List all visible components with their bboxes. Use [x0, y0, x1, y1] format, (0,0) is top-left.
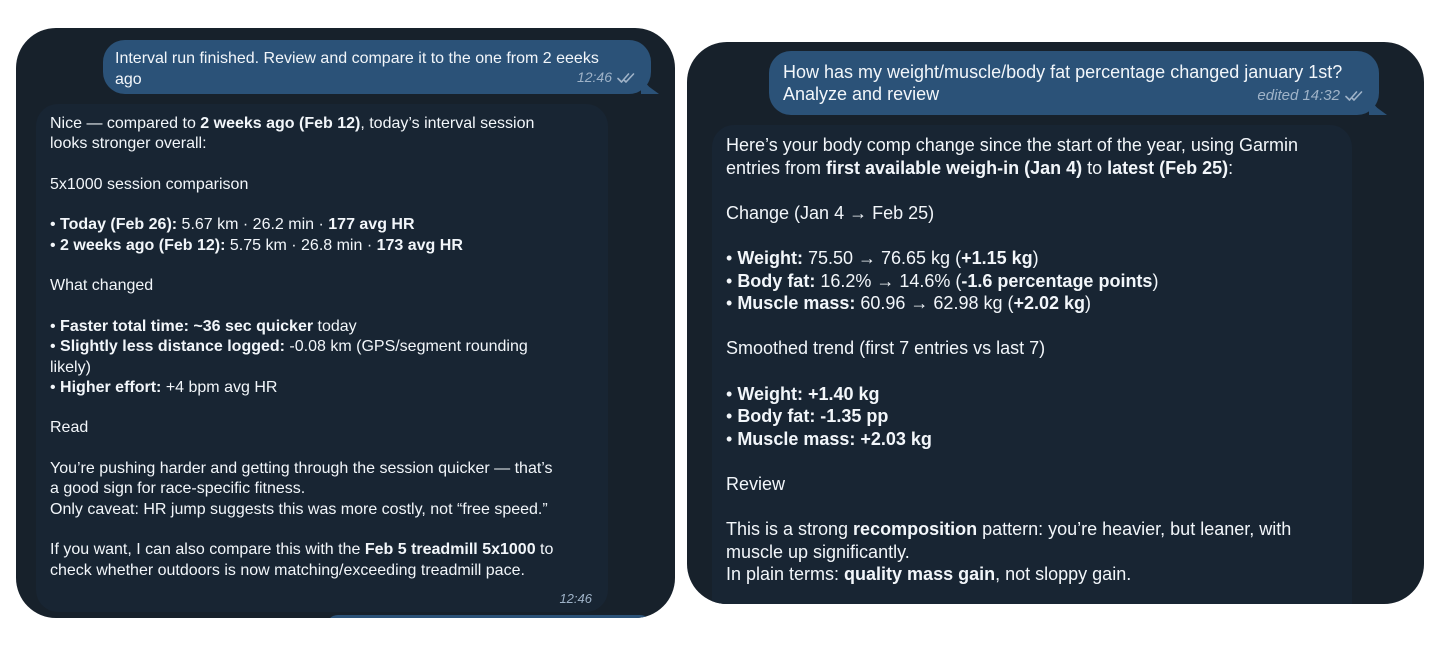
double-check-icon	[617, 72, 637, 84]
message-line	[726, 202, 1338, 225]
text-run: •	[50, 317, 61, 335]
blank-line	[50, 439, 594, 459]
text-run: a good sign for race-specific fitness.	[50, 480, 306, 498]
text-run: •	[50, 378, 61, 396]
bold-text: ~36 sec quicker	[193, 317, 314, 335]
message-line	[726, 247, 1338, 270]
double-check-icon	[1345, 90, 1365, 102]
text-run: :	[1228, 157, 1234, 178]
bold-text: Feb 5 treadmill 5x1000	[364, 541, 536, 559]
text-run: check whether outdoors is now matching/exceeding treadmill pace.	[50, 561, 525, 579]
message-meta	[1257, 85, 1365, 107]
message-line	[50, 479, 594, 499]
text-run: pattern: you’re heavier, but leaner, with	[977, 519, 1292, 540]
text-run: Nice — compared to	[50, 115, 201, 132]
bold-text: 173 avg HR	[376, 236, 463, 254]
text-run: -0.08 km (GPS/segment rounding	[284, 338, 528, 356]
text-run: , today’s interval session	[360, 115, 535, 132]
next-outgoing-message-edge	[326, 615, 652, 618]
message-line	[726, 157, 1338, 180]
text-run: 5x1000 session comparison	[50, 175, 249, 193]
text-run: to	[1082, 157, 1108, 178]
blank-line	[50, 155, 594, 175]
bold-text: first available weigh-in (Jan 4)	[826, 157, 1083, 178]
message-line	[726, 428, 1338, 451]
blank-line	[50, 256, 594, 276]
message-line	[50, 317, 594, 337]
text-run: You’re pushing harder and getting through the session quicker — that’s	[50, 460, 553, 478]
bold-text: Weight: +1.40 kg	[737, 383, 880, 404]
message-line	[50, 378, 594, 398]
blank-line	[726, 496, 1338, 519]
message-line	[726, 405, 1338, 428]
message-line	[50, 276, 594, 296]
bold-text: Faster total time:	[60, 317, 189, 335]
blank-line	[726, 179, 1338, 202]
message-meta	[577, 67, 637, 88]
incoming-message[interactable]	[36, 104, 608, 612]
text-run: •	[726, 406, 738, 427]
message-line	[726, 270, 1338, 293]
message-line	[50, 418, 594, 438]
text-run: to	[535, 541, 554, 559]
message-line	[726, 337, 1338, 360]
chat-window-right	[687, 42, 1424, 604]
message-line	[50, 215, 594, 235]
text-run: Smoothed trend (first 7 entries vs last 7)	[726, 338, 1046, 359]
message-line	[50, 540, 594, 560]
message-line	[50, 358, 594, 378]
bold-text: +1.15 kg	[961, 247, 1033, 268]
message-line	[50, 500, 594, 520]
text-run: •	[726, 428, 738, 449]
message-meta	[559, 591, 592, 606]
blank-line	[50, 297, 594, 317]
text-run: )	[1032, 247, 1039, 268]
text-run: Only caveat: HR jump suggests this was more costly, not “free speed.”	[50, 500, 548, 518]
bold-text: Body fat:	[737, 270, 816, 291]
text-run: )	[1152, 270, 1159, 291]
bold-text: Higher effort:	[60, 378, 162, 396]
text-run: •	[50, 236, 61, 254]
blank-line	[726, 360, 1338, 383]
message-line	[726, 473, 1338, 496]
bold-text: +2.02 kg	[1013, 293, 1086, 314]
bold-text: Slightly less distance logged:	[60, 338, 285, 356]
message-line	[726, 134, 1338, 157]
text-run: In plain terms:	[726, 564, 845, 585]
bold-text: -1.6 percentage points	[961, 270, 1153, 291]
text-run: •	[50, 216, 61, 234]
text-run: •	[726, 383, 738, 404]
message-line	[50, 175, 594, 195]
text-run: •	[726, 247, 738, 268]
text-run: 5.75 km · 26.8 min ·	[225, 236, 377, 254]
text-run: Review	[726, 473, 786, 494]
bold-text: Today (Feb 26):	[60, 216, 178, 234]
message-time: edited 14:32	[1257, 87, 1340, 104]
bold-text: recomposition	[853, 519, 978, 540]
text-run: Read	[50, 419, 89, 437]
text-run: •	[726, 270, 738, 291]
message-line	[50, 337, 594, 357]
message-line	[726, 541, 1338, 564]
message-line	[726, 292, 1338, 315]
text-run: 75.50 → 76.65 kg (	[802, 247, 962, 268]
message-time: 12:46	[559, 591, 592, 606]
text-run: , not sloppy gain.	[995, 564, 1132, 585]
message-line	[50, 134, 594, 154]
bold-text: Muscle mass: +2.03 kg	[737, 428, 932, 449]
text-run: 60.96 → 62.98 kg (	[855, 293, 1014, 314]
bold-text: quality mass gain	[844, 564, 996, 585]
message-line: ago	[115, 71, 142, 88]
blank-line	[726, 450, 1338, 473]
message-line	[726, 383, 1338, 406]
message-line: How has my weight/muscle/body fat percentage changed january 1st?	[783, 62, 1343, 82]
blank-line	[50, 398, 594, 418]
bold-text: Weight:	[737, 247, 803, 268]
text-run: 16.2% → 14.6% (	[815, 270, 962, 291]
message-time: 12:46	[576, 69, 612, 85]
text-run: Here’s your body comp change since the start of the year, using Garmin	[726, 135, 1298, 155]
text-run: +4 bpm avg HR	[161, 378, 278, 396]
bold-text: 177 avg HR	[328, 216, 415, 234]
message-line	[726, 518, 1338, 541]
text-run: If you want, I can also compare this with the	[50, 541, 365, 559]
blank-line	[50, 520, 594, 540]
chat-window-left	[16, 28, 675, 618]
bold-text: Muscle mass:	[737, 293, 856, 314]
message-line	[50, 236, 594, 256]
message-line: Analyze and review	[783, 84, 940, 104]
text-run: looks stronger overall:	[50, 135, 207, 153]
text-run: What changed	[50, 277, 154, 295]
blank-line	[726, 224, 1338, 247]
text-run: Change (Jan 4 → Feb 25)	[726, 202, 935, 223]
text-run: entries from	[726, 157, 827, 178]
message-line	[50, 114, 594, 134]
message-body	[50, 114, 594, 581]
message-body	[726, 134, 1338, 586]
message-line	[726, 563, 1338, 586]
text-run: 5.67 km · 26.2 min ·	[177, 216, 329, 234]
incoming-message[interactable]	[712, 125, 1352, 604]
text-run: This is a strong	[726, 519, 854, 540]
message-line	[50, 459, 594, 479]
text-run: •	[50, 338, 61, 356]
outgoing-message[interactable]	[769, 51, 1379, 115]
outgoing-message[interactable]	[103, 40, 651, 94]
bold-text: latest (Feb 25)	[1107, 157, 1229, 178]
text-run: muscle up significantly.	[726, 541, 910, 562]
text-run: today	[313, 317, 357, 335]
message-line	[50, 561, 594, 581]
bold-text: 2 weeks ago (Feb 12)	[200, 115, 361, 132]
message-line: Interval run finished. Review and compare it to the one from 2 eeeks	[115, 50, 599, 67]
text-run: likely)	[50, 358, 91, 376]
blank-line	[726, 315, 1338, 338]
blank-line	[50, 195, 594, 215]
bold-text: 2 weeks ago (Feb 12):	[60, 236, 226, 254]
text-run: )	[1085, 293, 1092, 314]
text-run: •	[726, 293, 738, 314]
bold-text: Body fat: -1.35 pp	[737, 406, 889, 427]
